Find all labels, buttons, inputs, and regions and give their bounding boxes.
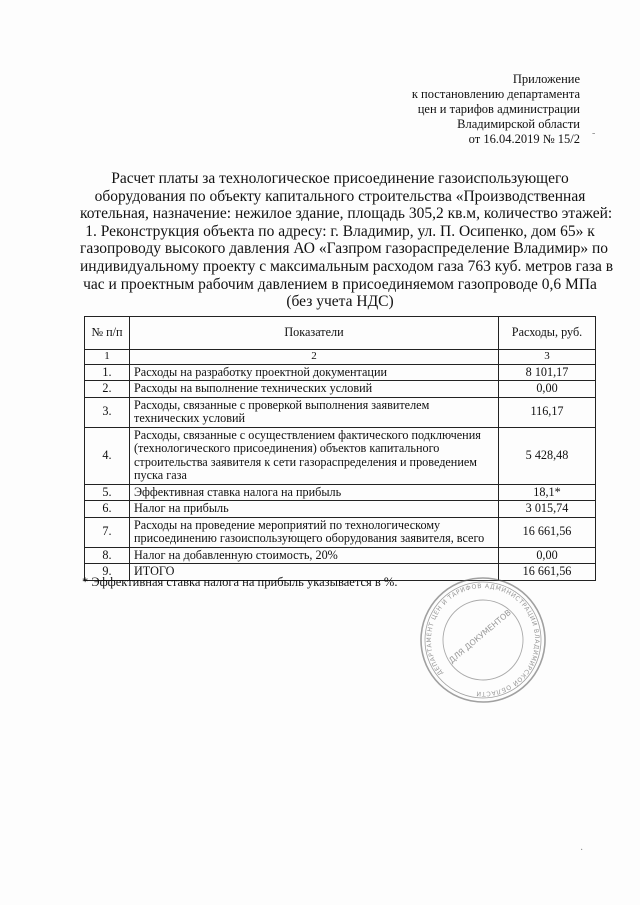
appendix-line: от 16.04.2019 № 15/2: [468, 132, 580, 146]
scan-speck: -: [592, 128, 596, 139]
title-line: 1. Реконструкция объекта по адресу: г. Владимир, ул. П. Осипенко, дом 65» к: [85, 222, 595, 240]
row-number: 5.: [85, 484, 130, 501]
footnote: * Эффективная ставка налога на прибыль указывается в %.: [82, 575, 398, 589]
column-number-row: [85, 350, 596, 365]
appendix-line: цен и тарифов администрации: [417, 102, 580, 116]
row-value: 16 661,56: [499, 564, 596, 581]
title-line: оборудования по объекту капитального строительства «Производственная: [94, 187, 586, 205]
table-row: [85, 397, 596, 427]
title-line: час и проектным рабочим давлением в присоединяемом газопроводе 0,6 МПа: [83, 275, 597, 293]
table-header-row: [85, 317, 596, 350]
svg-text:ДЕПАРТАМЕНТ ЦЕН И ТАРИФОВ АДМИ: [418, 575, 548, 705]
appendix-header: [360, 72, 580, 147]
title-line: (без учета НДС): [286, 293, 394, 311]
header-indicators: Показатели: [130, 317, 499, 350]
table-row: [85, 381, 596, 398]
row-label: Расходы, связанные с осуществлением фактического подключения (технологического присоединения) объектов капитального строительства заявителя к сети газораспределения и проведением пуска газа: [130, 427, 499, 484]
row-label: Налог на прибыль: [130, 501, 499, 518]
document-title: [80, 170, 614, 311]
row-value: 5 428,48: [499, 427, 596, 484]
row-value: 0,00: [499, 381, 596, 398]
scan-speck: ·: [580, 845, 584, 856]
appendix-line: к постановлению департамента: [411, 87, 580, 101]
table-row: [85, 484, 596, 501]
row-label: Расходы на разработку проектной документации: [130, 364, 499, 381]
table-row: [85, 427, 596, 484]
row-label: Налог на добавленную стоимость, 20%: [130, 547, 499, 564]
row-label: Расходы на проведение мероприятий по технологическому присоединению газоиспользующего оборудования заявителя, всего: [130, 517, 499, 547]
row-label: ИТОГО: [130, 564, 499, 581]
row-label: Эффективная ставка налога на прибыль: [130, 484, 499, 501]
row-value: 18,1*: [499, 484, 596, 501]
row-value: 116,17: [499, 397, 596, 427]
row-value: 0,00: [499, 547, 596, 564]
stamp-center-text: ДЛЯ ДОКУМЕНТОВ: [447, 607, 513, 666]
table-row: [85, 364, 596, 381]
table-row: [85, 501, 596, 518]
row-number: 6.: [85, 501, 130, 518]
row-label: Расходы на выполнение технических условий: [130, 381, 499, 398]
row-number: 3.: [85, 397, 130, 427]
row-number: 2.: [85, 381, 130, 398]
row-value: 8 101,17: [499, 364, 596, 381]
row-number: 9.: [85, 564, 130, 581]
stamp-outer-text: ДЕПАРТАМЕНТ ЦЕН И ТАРИФОВ АДМИНИСТРАЦИИ ВЛАДИМИРСКОЙ ОБЛАСТИ: [425, 582, 541, 698]
column-number: 2: [130, 350, 499, 365]
title-line: индивидуальному проекту с максимальным расходом газа 763 куб. метров газа в: [80, 257, 614, 275]
row-number: 7.: [85, 517, 130, 547]
column-number: 3: [499, 350, 596, 365]
appendix-line: Владимирской области: [457, 117, 580, 131]
row-value: 3 015,74: [499, 501, 596, 518]
row-number: 8.: [85, 547, 130, 564]
header-num: № п/п: [85, 317, 130, 350]
row-label: Расходы, связанные с проверкой выполнения заявителем технических условий: [130, 397, 499, 427]
column-number: 1: [85, 350, 130, 365]
appendix-line: Приложение: [512, 72, 580, 86]
header-costs: Расходы, руб.: [499, 317, 596, 350]
title-line: котельная, назначение: нежилое здание, площадь 305,2 кв.м, количество этажей:: [80, 205, 613, 223]
table-row: [85, 547, 596, 564]
title-line: Расчет платы за технологическое присоединение газоиспользующего: [111, 170, 569, 187]
title-line: газопроводу высокого давления АО «Газпром газораспределение Владимир» по: [80, 240, 609, 258]
row-number: 4.: [85, 427, 130, 484]
row-value: 16 661,56: [499, 517, 596, 547]
cost-table: [84, 316, 596, 581]
table-row: [85, 517, 596, 547]
official-stamp-icon: [418, 575, 548, 705]
row-number: 1.: [85, 364, 130, 381]
